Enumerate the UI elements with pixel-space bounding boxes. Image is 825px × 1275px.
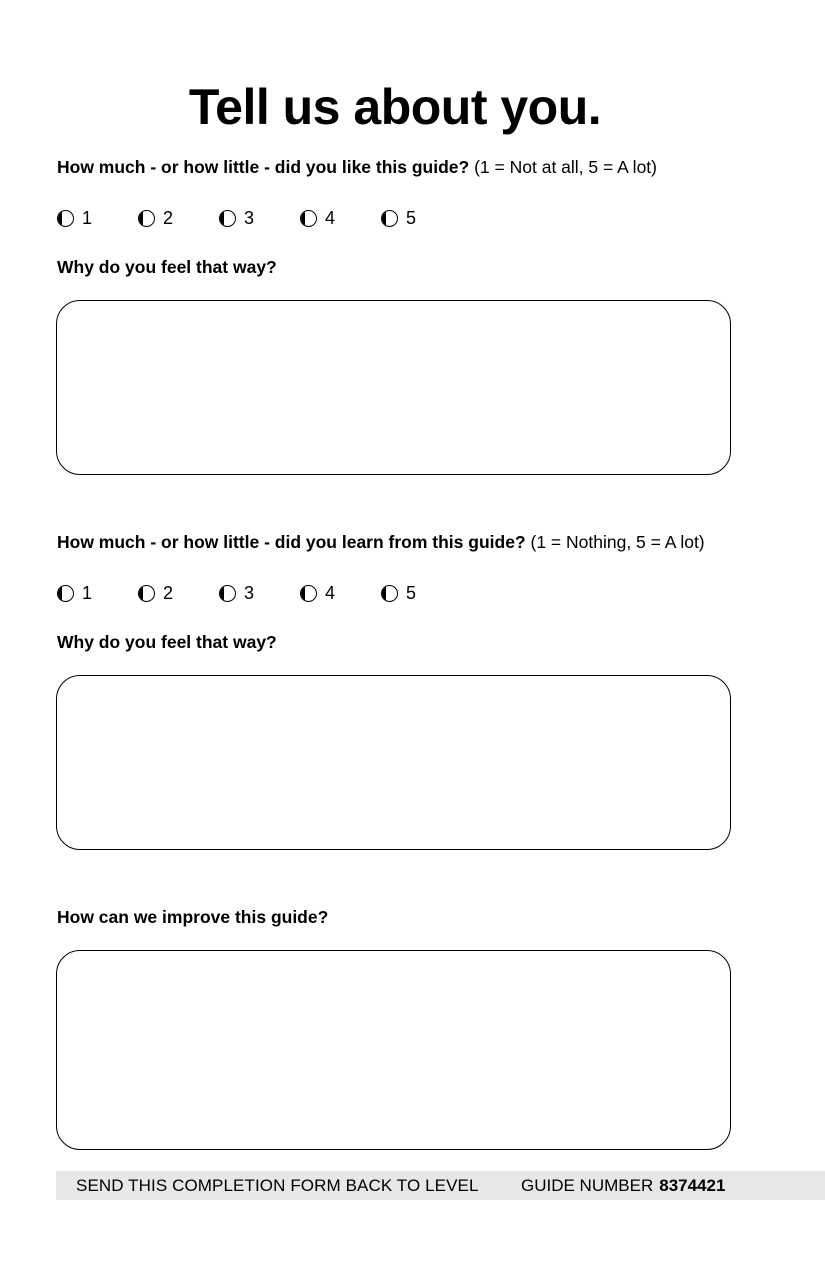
radio-icon[interactable] <box>138 585 155 602</box>
rating-option-label: 4 <box>325 207 336 228</box>
page-title: Tell us about you. <box>188 79 602 135</box>
rating-option-label: 3 <box>244 207 255 228</box>
radio-icon[interactable] <box>219 585 236 602</box>
rating-option-label: 1 <box>82 582 93 603</box>
rating-learn-option-3[interactable] <box>219 583 300 604</box>
rating-option-label: 4 <box>325 582 336 603</box>
question-like-scale: (1 = Not at all, 5 = A lot) <box>474 157 657 177</box>
radio-icon[interactable] <box>300 210 317 227</box>
footer-guide <box>521 1176 725 1196</box>
question-like-guide <box>57 157 657 178</box>
question-learn-scale: (1 = Nothing, 5 = A lot) <box>530 532 705 552</box>
rating-like-option-5[interactable] <box>381 208 462 229</box>
radio-icon[interactable] <box>381 210 398 227</box>
rating-learn-group <box>57 581 462 605</box>
radio-icon[interactable] <box>57 585 74 602</box>
rating-like-group <box>57 206 462 230</box>
radio-icon[interactable] <box>219 210 236 227</box>
question-learn-text: How much - or how little - did you learn from this guide? <box>57 532 526 552</box>
question-like-text: How much - or how little - did you like this guide? <box>57 157 470 177</box>
question-improve: How can we improve this guide? <box>57 907 329 927</box>
rating-learn-option-1[interactable] <box>57 583 138 604</box>
rating-like-option-4[interactable] <box>300 208 381 229</box>
guide-number-label: GUIDE NUMBER <box>521 1175 654 1195</box>
rating-option-label: 2 <box>163 582 174 603</box>
rating-learn-option-2[interactable] <box>138 583 219 604</box>
improve-textarea[interactable] <box>56 950 731 1150</box>
radio-icon[interactable] <box>138 210 155 227</box>
question-learn-guide <box>57 532 705 553</box>
why-label-like: Why do you feel that way? <box>57 257 277 277</box>
footer-send-text: SEND THIS COMPLETION FORM BACK TO LEVEL <box>76 1175 479 1195</box>
why-like-textarea[interactable] <box>56 300 731 475</box>
rating-option-label: 2 <box>163 207 174 228</box>
rating-like-option-2[interactable] <box>138 208 219 229</box>
rating-like-option-1[interactable] <box>57 208 138 229</box>
rating-option-label: 5 <box>406 582 417 603</box>
radio-icon[interactable] <box>381 585 398 602</box>
rating-learn-option-5[interactable] <box>381 583 462 604</box>
rating-option-label: 5 <box>406 207 417 228</box>
footer-bar <box>56 1171 825 1200</box>
rating-like-option-3[interactable] <box>219 208 300 229</box>
rating-option-label: 1 <box>82 207 93 228</box>
radio-icon[interactable] <box>57 210 74 227</box>
rating-option-label: 3 <box>244 582 255 603</box>
why-learn-textarea[interactable] <box>56 675 731 850</box>
rating-learn-option-4[interactable] <box>300 583 381 604</box>
radio-icon[interactable] <box>300 585 317 602</box>
guide-number-value: 8374421 <box>659 1175 726 1195</box>
why-label-learn: Why do you feel that way? <box>57 632 277 652</box>
